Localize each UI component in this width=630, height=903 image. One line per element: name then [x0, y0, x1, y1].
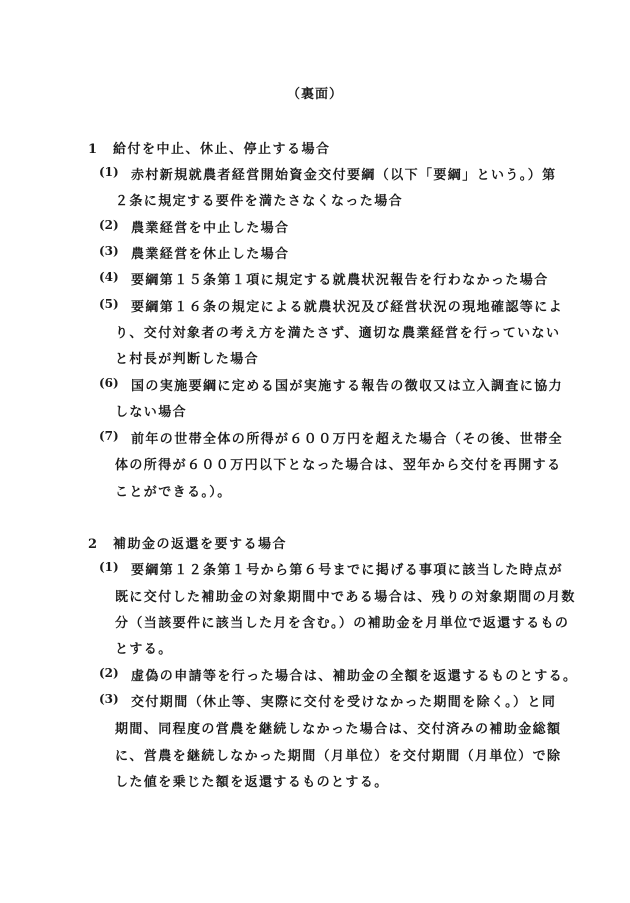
- item-text-line: 期間、同程度の営農を継続しなかった場合は、交付済みの補助金総額: [115, 722, 562, 737]
- item-marker: (3): [99, 692, 119, 706]
- item-text-line: した値を乗じた額を返還するものとする。: [115, 775, 389, 790]
- section-heading-text: 補助金の返還を要する場合: [113, 537, 288, 552]
- item-text-line: 農業経営を休止した場合: [131, 247, 290, 262]
- item-marker: (4): [99, 270, 119, 284]
- item-text-line: 要綱第１６条の規定による就農状況及び経営状況の現地確認等によ: [131, 300, 564, 315]
- item-text-line: ことができる。）。: [115, 485, 232, 500]
- item-marker: (6): [99, 376, 119, 390]
- item-marker: (2): [99, 218, 119, 232]
- section-2-heading: [88, 533, 287, 552]
- item-text-line: 交付期間（休止等、実際に交付を受けなかった期間を除く。）と同: [131, 695, 557, 710]
- item-text-line: 体の所得が６００万円以下となった場合は、翌年から交付を再開する: [115, 458, 562, 473]
- item-marker: (1): [99, 560, 119, 574]
- section-1-heading: [88, 138, 331, 157]
- item-marker: (7): [99, 429, 119, 443]
- item-text-line: 要綱第１５条第１項に規定する就農状況報告を行わなかった場合: [131, 273, 549, 288]
- item-text-line: 分（当該要件に該当した月を含む。）の補助金を月単位で返還するもの: [115, 616, 570, 631]
- item-marker: (2): [99, 666, 119, 680]
- item-text-line: と村長が判断した場合: [115, 352, 260, 367]
- item-text-line: に、営農を継続しなかった期間（月単位）を交付期間（月単位）で除: [115, 749, 562, 764]
- section-number: 2: [88, 537, 99, 552]
- item-text-line: り、交付対象者の考え方を満たさず、適切な農業経営を行っていない: [115, 326, 561, 341]
- item-marker: (1): [99, 165, 119, 179]
- page-title: （裏面）: [286, 87, 343, 102]
- item-text-line: しない場合: [115, 405, 188, 420]
- section-heading-text: 給付を中止、休止、停止する場合: [113, 142, 331, 157]
- item-text-line: ２条に規定する要件を満たさなくなった場合: [115, 194, 404, 209]
- item-text-line: とする。: [115, 642, 173, 657]
- item-text-line: 虚偽の申請等を行った場合は、補助金の全額を返還するものとする。: [131, 669, 578, 684]
- item-marker: (5): [99, 297, 119, 311]
- item-text-line: 赤村新規就農者経営開始資金交付要綱（以下「要綱」という。）第: [131, 168, 557, 183]
- section-number: 1: [88, 142, 99, 157]
- item-text-line: 前年の世帯全体の所得が６００万円を超えた場合（その後、世帯全: [131, 432, 564, 447]
- item-marker: (3): [99, 244, 119, 258]
- item-text-line: 農業経営を中止した場合: [131, 221, 290, 236]
- item-text-line: 要綱第１２条第１号から第６号までに掲げる事項に該当した時点が: [131, 563, 564, 578]
- item-text-line: 国の実施要綱に定める国が実施する報告の徴収又は立入調査に協力: [131, 379, 564, 394]
- item-text-line: 既に交付した補助金の対象期間中である場合は、残りの対象期間の月数: [115, 590, 576, 605]
